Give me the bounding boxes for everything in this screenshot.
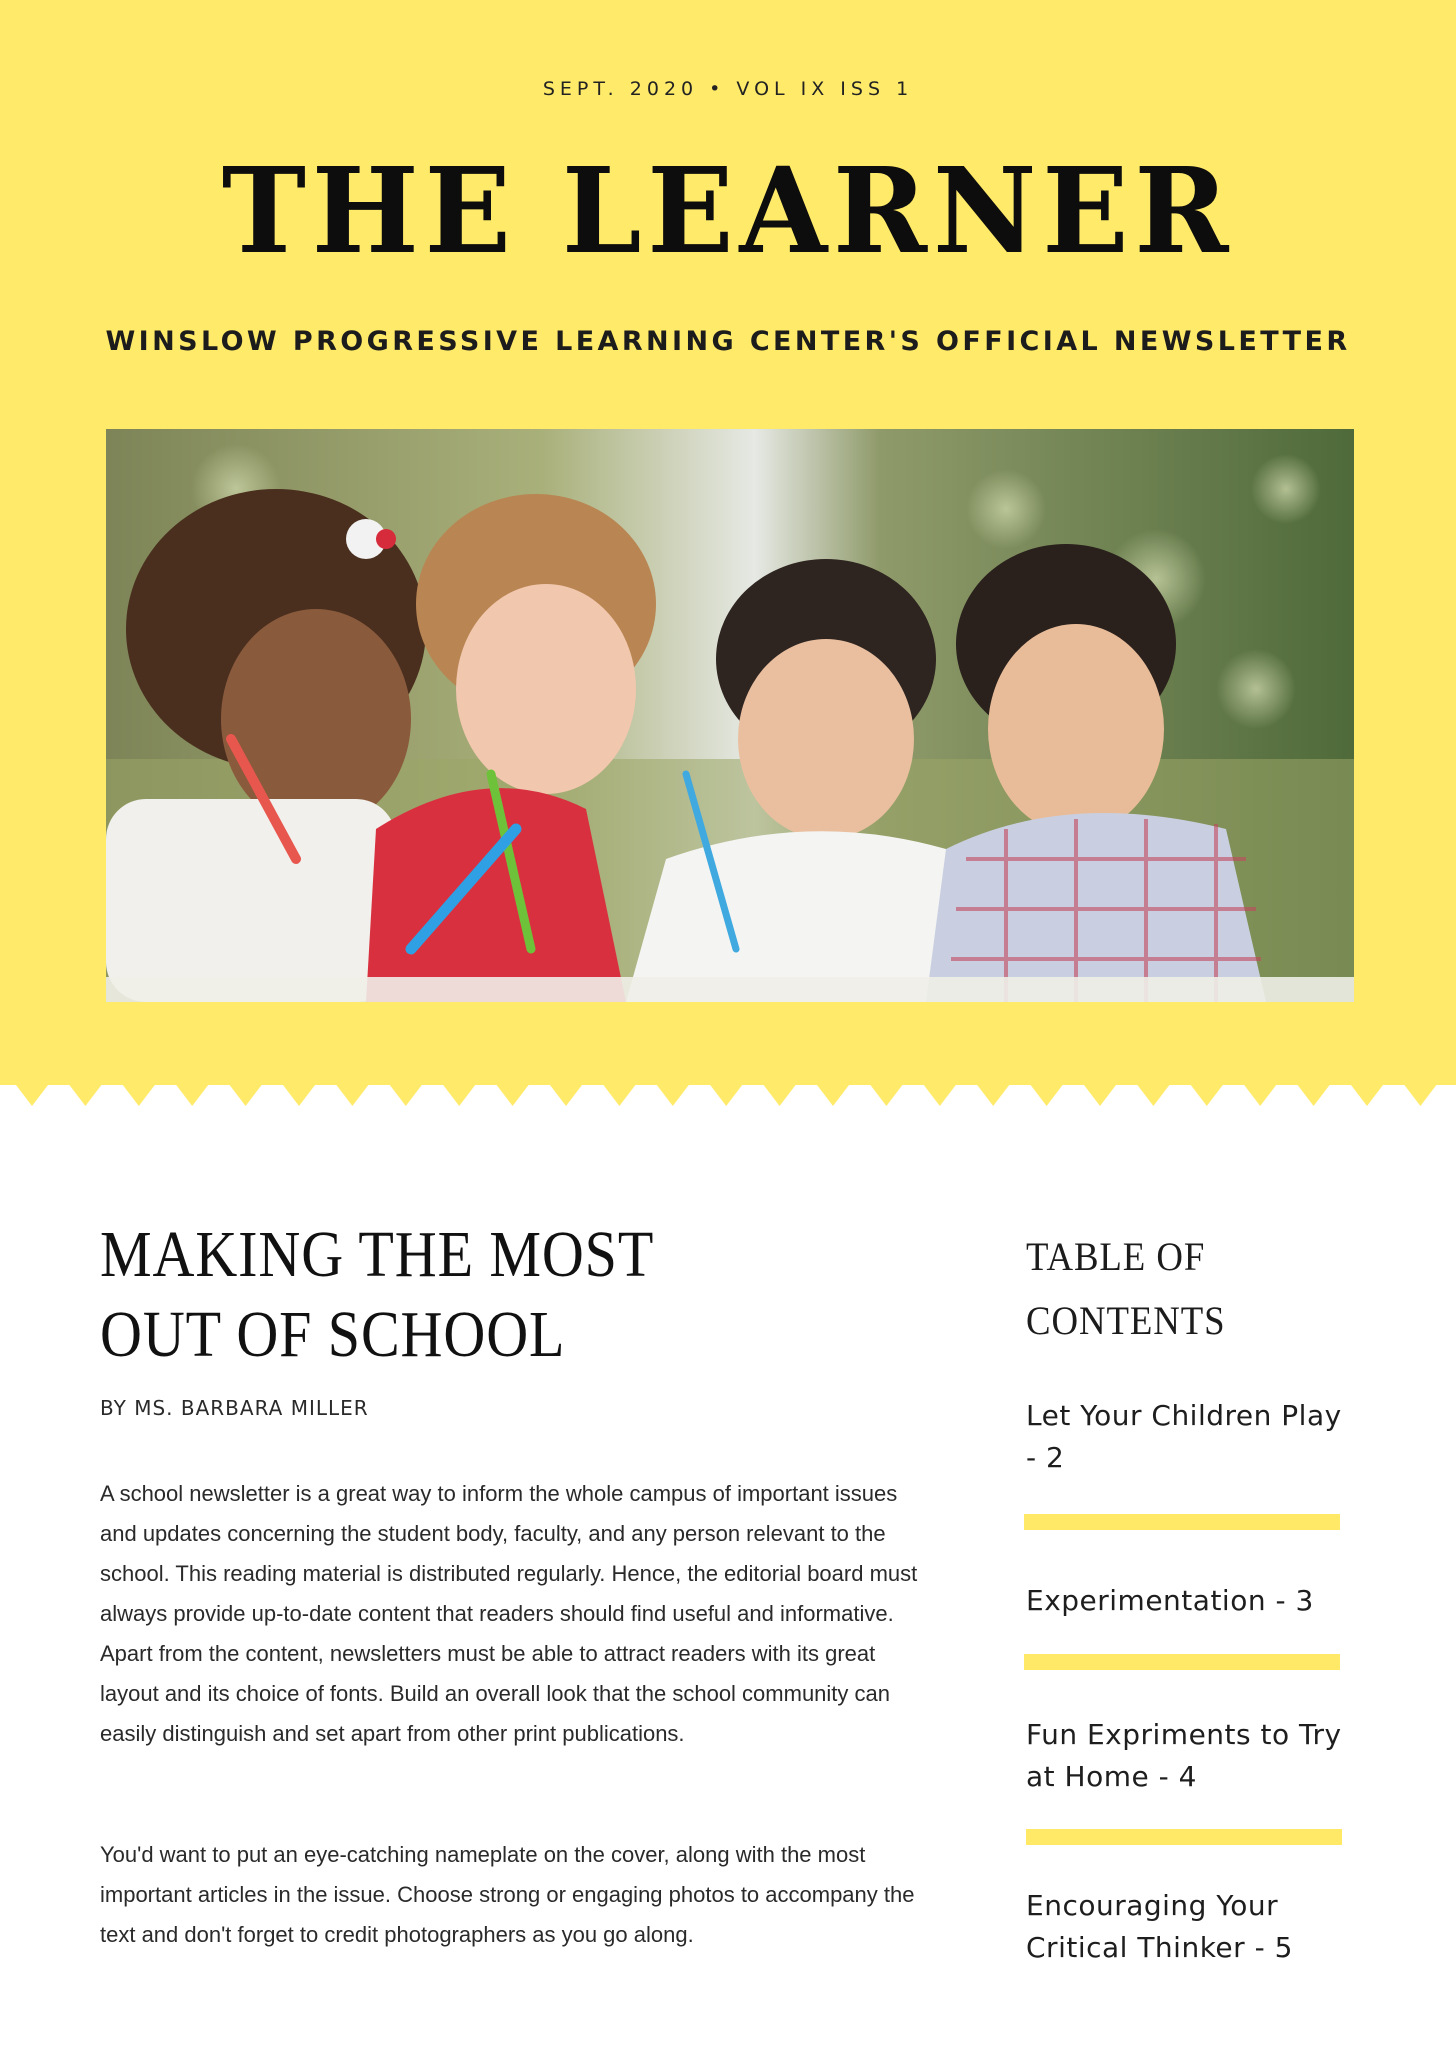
hero-photo-children-drawing [106, 429, 1354, 1002]
toc-entry-let-your-children-play[interactable]: Let Your Children Play - 2 [1026, 1399, 1342, 1474]
article-paragraph: A school newsletter is a great way to inform the whole campus of important issues and updates concerning the student body, faculty, and any person relevant to the school. This reading material is distributed regularly. Hence, the editorial board must always provide up-to-date content that readers should find useful and informative. Apart from the content, newsletters must be able to attract readers with its great layout and its choice of fonts. Build an overall look that the school community can easily distinguish and set apart from other print publications. [100, 1481, 918, 1746]
toc-entry-fun-experiments[interactable]: Fun Expriments to Try at Home - 4 [1026, 1718, 1342, 1793]
toc-entry-experimentation[interactable]: Experimentation - 3 [1026, 1584, 1314, 1617]
toc-heading-line-2: CONTENTS [1026, 1298, 1226, 1343]
toc-entry-critical-thinker[interactable]: Encouraging Your Critical Thinker - 5 [1026, 1889, 1293, 1964]
article-title-line-1: MAKING THE MOST [100, 1218, 655, 1291]
toc-heading-line-1: TABLE OF [1026, 1234, 1206, 1279]
toc-divider [1024, 1514, 1340, 1530]
children-drawing-illustration [106, 429, 1354, 1002]
article-title-line-2: OUT OF SCHOOL [100, 1298, 566, 1371]
toc-divider [1026, 1829, 1342, 1845]
article-paragraph: You'd want to put an eye-catching nameplate on the cover, along with the most important articles in the issue. Choose strong or engaging photos to accompany the text and don't forget to credit photographers as you go along. [100, 1842, 915, 1947]
newsletter-title: THE LEARNER [221, 141, 1235, 280]
article-byline: BY MS. BARBARA MILLER [100, 1396, 369, 1420]
article-title [100, 1215, 857, 1375]
table-of-contents-heading [1026, 1225, 1356, 1353]
newsletter-subtitle: WINSLOW PROGRESSIVE LEARNING CENTER'S OFFICIAL NEWSLETTER [105, 326, 1351, 357]
toc-divider [1024, 1654, 1340, 1670]
zigzag-border [0, 1084, 1456, 1108]
issue-date-volume: SEPT. 2020 • VOL IX ISS 1 [542, 78, 914, 100]
